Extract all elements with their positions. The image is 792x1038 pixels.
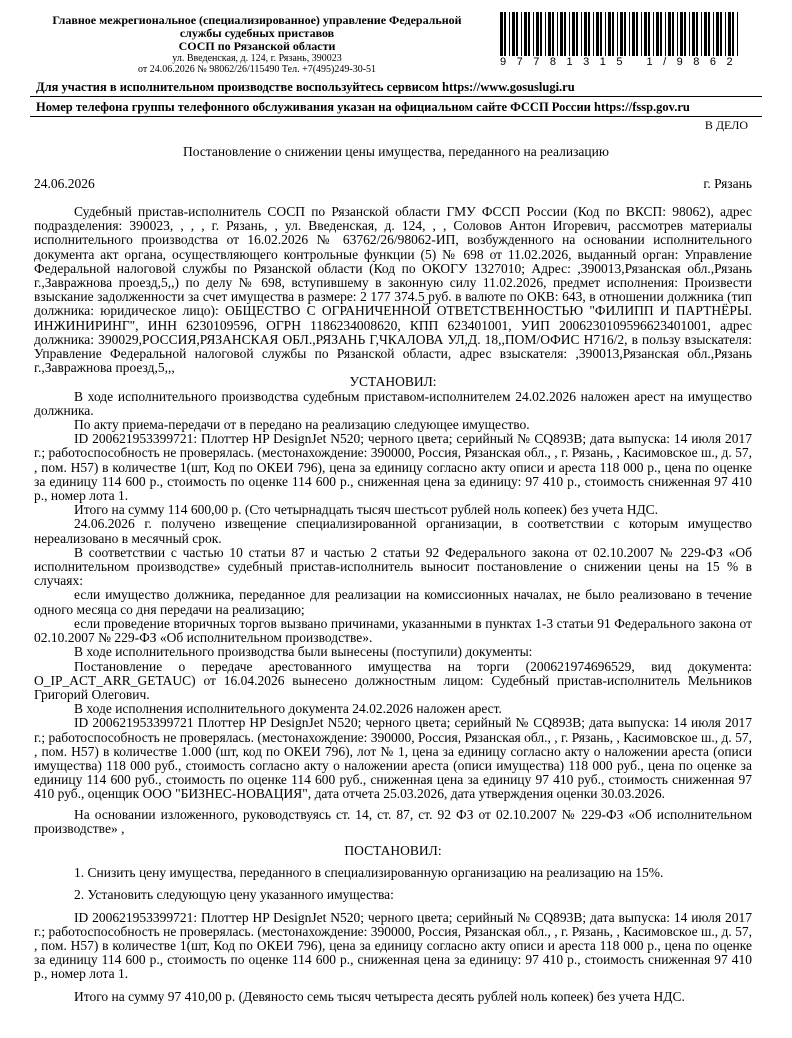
divider-top — [30, 96, 762, 97]
paragraph: если проведение вторичных торгов вызвано причинами, указанными в пунктах 1-3 статьи 91 Федерального закона от 02.10.2007 № 229-ФЗ «Об исполнительном производстве». — [34, 615, 752, 646]
paragraph: В ходе исполнительного производства судебным приставом-исполнителем 24.02.2026 наложен арест на имущество должника. — [34, 388, 752, 418]
document-title: Постановление о снижении цены имущества, переданного на реализацию — [183, 144, 609, 159]
to-file-mark: В ДЕЛО — [704, 118, 748, 132]
paragraph: Итого на сумму 114 600,00 р. (Сто четырнадцать тысяч шестьсот рублей ноль копеек) без учета НДС. — [74, 502, 659, 518]
issuer-header — [28, 14, 486, 75]
section-heading-ustanovil: УСТАНОВИЛ: — [349, 374, 437, 390]
gosuslugi-notice: Для участия в исполнительном производстве воспользуйтесь сервисом https://www.gosuslugi.ru — [36, 80, 575, 94]
property-item: ID 200621953399721: Плоттер HP DesignJet N520; черного цвета; серийный № CQ893B; дата выпуска: 14 июля 2017 г.; работоспособность не проверялась. (местонахождение: 390000, Россия, Рязанская обл., , г. Рязань, , Касимовское ш., д. 57, , пом. Н57) в количестве 1(шт, Код по ОКЕИ 796), цена за единицу согласно акту описи и ареста 118 000 р., цена по оценке за единицу 114 600 р., стоимость по оценке 114 600 р., сниженная цена за единицу: 97 410 р., стоимость сниженная 97 410 р., номер лота 1. — [34, 431, 752, 504]
document-body — [34, 205, 752, 1004]
paragraph: На основании изложенного, руководствуясь ст. 14, ст. 87, ст. 92 ФЗ от 02.10.2007 № 229-ФЗ «Об исполнительном производстве» , — [34, 806, 752, 836]
document-reference: от 24.06.2026 № 98062/26/115490 Тел. +7(495)249-30-51 — [137, 64, 377, 75]
org-address: ул. Введенская, д. 124, г. Рязань, 390023 — [172, 53, 342, 64]
org-name-line3: СОСП по Рязанской области — [178, 39, 336, 53]
property-item: ID 200621953399721 Плоттер HP DesignJet N520; черного цвета; серийный № CQ893B; дата выпуска: 14 июля 2017 г.; работоспособность не проверялась. (местонахождение: 390000, Россия, Рязанская обл., , г. Рязань, , Касимовское ш., д. 57, , пом. Н57) в количестве 1.000 (шт, код по ОКЕИ 796), лот № 1, цена за единицу согласно акту о наложении ареста (описи имущества) 118 000 руб., стоимость согласно акту о наложении ареста (описи имущества) 118 000 руб., цена по оценке за единицу 114 600 руб., стоимость по оценке 114 600 руб., сниженная цена за единицу 97 410 руб., стоимость сниженная 97 410 руб., оценщик ООО "БИЗНЕС-НОВАЦИЯ", дата отчета 25.03.2026, дата утверждения оценки 30.03.2026. — [34, 715, 752, 802]
phone-notice: Номер телефона группы телефонного обслуживания указан на официальном сайте ФССП России https://fssp.gov.ru — [36, 100, 690, 114]
paragraph: 24.06.2026 г. получено извещение специализированной организации, в соответствии с которым имущество нереализовано в месячный срок. — [34, 516, 752, 546]
document-date: 24.06.2026 — [34, 176, 95, 191]
barcode-digits: 97781315 1/9862 — [500, 56, 744, 68]
paragraph: Постановление о передаче арестованного имущества на торги (200621974696529, вид документа: O_IP_ACT_ARR_GETAUC) от 16.04.2026 вынесено должностным лицом: Судебный пристав-исполнитель Мельников Григорий Олегович. — [34, 658, 752, 702]
paragraph: если имущество должника, переданное для реализации на комиссионных началах, не было реализовано в течение одного месяца со дня передачи на реализацию; — [34, 587, 752, 617]
barcode-bars — [498, 12, 744, 56]
paragraph: В ходе исполнительного производства были вынесены (поступили) документы: — [74, 644, 533, 660]
decision-total: Итого на сумму 97 410,00 р. (Девяносто семь тысяч четыреста десять рублей ноль копеек) без учета НДС. — [74, 988, 685, 1004]
document-city: г. Рязань — [703, 176, 752, 191]
paragraph: По акту приема-передачи от в передано на реализацию следующее имущество. — [74, 417, 530, 433]
decision-item: 1. Снизить цену имущества, переданного в специализированную организацию на реализацию на 15%. — [74, 865, 664, 881]
paragraph: В ходе исполнения исполнительного документа 24.02.2026 наложен арест. — [74, 701, 502, 717]
decision-item: 2. Установить следующую цену указанного имущества: — [74, 887, 394, 903]
paragraph: В соответствии с частью 10 статьи 87 и частью 2 статьи 92 Федерального закона от 02.10.2007 № 229-ФЗ «Об исполнительном производстве» судебный пристав-исполнитель выносит постановление о снижении цены на 15 % в случаях: — [34, 544, 752, 589]
org-name-line2: службы судебных приставов — [179, 26, 335, 40]
divider-bottom — [30, 116, 762, 117]
intro-paragraph: Судебный пристав-исполнитель СОСП по Рязанской области ГМУ ФССП России (Код по ВКСП: 98062), адрес подразделения: 390023, , , , г. Рязань, , ул. Введенская, д. 124, , , Соловов Антон Игоревич, рассмотрев материалы исполнительного производства от 16.02.2026 № 63762/26/98062-ИП, возбужденного на основании исполнительного документа акт органа, осуществляющего контрольные функции (5) № 698 от 11.02.2026, выданный орган: Управление Федеральной налоговой службы по Рязанской области (Код по ОКОГУ 1327010; Адрес: ,390013,Рязанская обл.,Рязань г.,Завражнова проезд,5,,) по делу № 698, вступившему в законную силу 11.02.2026, предмет исполнения: Произвести взыскание задолженности за счет имущества в размере: 2 177 374.5 руб. в валюте по ОКВ: 643, в отношении должника (тип должника: юридическое лицо): ОБЩЕСТВО С ОГРАНИЧЕННОЙ ОТВЕТСТВЕННОСТЬЮ "ФИЛИПП И ПАРТНЁРЫ. ИНЖИНИРИНГ", ИНН 6230109596, ОГРН 1186234008620, КПП 623401001, УИП 2006230109596623401001, адрес должника: 390029,РОССИЯ,РЯЗАНСКАЯ ОБЛ.,РЯЗАНЬ Г,ЧКАЛОВА УЛ,Д. 18,,ПОМ/ОФИС Н716/2, в пользу взыскателя: Управление Федеральной налоговой службы по Рязанской области, адрес взыскателя: ,390013,Рязанская обл.,Рязань г.,Завражнова проезд,5,,, — [34, 204, 752, 376]
org-name-line1: Главное межрегиональное (специализированное) управление Федеральной — [52, 13, 462, 27]
section-heading-postanovil: ПОСТАНОВИЛ: — [344, 842, 442, 858]
property-item: ID 200621953399721: Плоттер HP DesignJet N520; черного цвета; серийный № CQ893B; дата выпуска: 14 июля 2017 г.; работоспособность не проверялась. (местонахождение: 390000, Россия, Рязанская обл., , г. Рязань, , Касимовское ш., д. 57, , пом. Н57) в количестве 1(шт, Код по ОКЕИ 796), цена за единицу согласно акту описи и ареста 118 000 р., цена по оценке за единицу 114 600 р., стоимость по оценке 114 600 р., сниженная цена за единицу: 97 410 р., стоимость сниженная 97 410 р., номер лота 1. — [34, 909, 752, 982]
